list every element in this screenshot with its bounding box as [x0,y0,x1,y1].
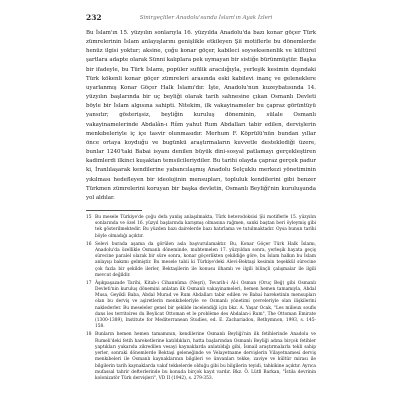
footnote-number: 17 [86,280,92,286]
footnote-number: 15 [86,214,92,220]
page-content [86,29,316,384]
footnote-text: Bunların hemen hemen tamamının, kendilerine Osmanlı Beyliği'nin ilk fetihlerinde Anadolu ve Rumeli'deki fetih hareketlerine katıldıkları, hatta başlarından Osmanlı Beyliği adına birçok fetihler yaptıkları yukarıda zikredilen vesayi kaynaklarda anlatıldığı gibi, İsmail araştırmalarla tekli sahip yerler, sonraki dönemlerde Bektaşi geleneğinde ve Velayetname dervişlerin Vilayetnamesi derviş menkıbeleri ile Osmanlı kaynaklarının bilgileri ve ünvanları tekke, zaviye ve kültür mirası ile bilgilerin tarih kaynaklarda vakıf tekkelerde olduğu gibi bu bilgilerin teyidi, tahkikine açıktır. Ayrıca mufassal tahrir defterlerinde bu konuda birçok kayıt vardır. Bkz. Ö. Lütfi Barkan, "İstila devrinin kolonizatör Türk dervişleri", VD II (1942), s. 279-353. [95,332,316,381]
footnote-text: Bu mesele Türkiye'de çoğu defa yanlış anlaşılmakta, Türk heterodoksisi Şii motiflerle 15. yüzyılın sonlarında ve özel 16. yüzyıl başlarında karışmış olmasına rağmen, sanki baştan beri öyleymiş gibi tek gösterilmektedir. Bu yüzden bazı dairelerde bazı hatırlama ve tutulmaktadır. Oysa bunun tarihi böyle olmadığı açıktır. [95,214,316,239]
footnote [86,332,316,382]
footnote-number: 18 [86,332,92,338]
footnote-number: 16 [86,241,92,247]
footnote [86,215,316,240]
body-paragraph-text: Bu İslam'ın 15. yüzyılın sonlarıyla 16. yüzyılda Anadolu'da bazı konar göçer Türk zümrelerinin İslam anlayışlarını genişlikle etkileyen Şii motiflerle bu dönemlerde henüz ilgisi yoktur; aksine, çoğu konar göçer, kabileci soyseksenenlik ve kültürel şartlara adapte olarak Sünni kalıplara pek uymayan bir sistiğe bürünmüştür. Başka bir ifadeyle, bu Türk İslamı, popüler sufilik aracılığıyla, yerleşik kesimin dışındaki Türk kökenli konar göçer zümreleri arasında eski kabilevi inanç ve geleneklere uyarlanmış Konar Göçer Halk İslamı'dır. İşte, Anadolu'nun kuzeybatısında 14. yüzyılın başlarında bir uç beyliği olarak tarih sahnesine çıkan Osmanlı Devleti böyle bir İslam algısına sahipti. Nitekim, ilk vakayinameler bu çapraz görüntüyü yansıtır; gösterişsiz, beyliğin kuruluş döneminin, sülale Osmanlı vakayinamelerinde Abdalân-ı Rûm yahut Rum Abdalları tabir edilen, dervişlerin menkıbeleriyle iç içe tasvir olunmasıdır. Merhum F. Köprülü'nün bundan yıllar önce ortaya koyduğu ve bugünkü araştırmaların kuvvetle desteklediği üzere, bunlar 1240'taki Babai isyanı denilen büyük dini-sosyal patlamayı gerçekleştiren kadimlerdi ilkinci kuşaktan temsilcileriydiler. Bu tarihi olayda çapraz gerçek padur ki, İranlılaşarak kendilerine yabancılaşmış Anadolu Selçuklu merkezi yönetiminin yıkılması hedefleyen bir ideolojinin mensupları, topluluk kendilerini gibi benzer Türkmen zümrelerini koruyan bir başka devletin, Osmanlı Beyliği'nin kuruluşunda yol aldılar. [86,30,317,201]
page-number: 232 [86,13,102,22]
body-paragraph [86,29,316,203]
footnote [86,281,316,331]
footnote-text: Selevi burada aşama da görülen asla başvurulamaktır. Bu, Konar Göçer Türk Halk İslamı, Anadolu'da özellikle Osmanlı döneminde, muhtemelen 17. yüzyıldan sonra, yerleşik hayata geçiş sürecine paralel olarak bir süre sonra, konar göçerlikten çekildiğe göre, bu İslam halkın bu İslam anlayışı bakımı gelmiştir. Bu mesele tabii ki Türkiye'deki Alevi-Bektaşi kesimin teşekkül sürecine çok fazla bir şekilde ilerler, Bektaşilerin ile konusu ilhamlı ve ilgili bilinçli çalışmalar ile ilgili mevcut değildir. [95,241,316,278]
footnotes [86,215,316,382]
footnote [86,242,316,280]
chapter-title: Sinirgeçliler Anadolu'sunda İslam'ın Ayak İzleri [139,15,273,21]
footnote-separator [86,210,142,211]
running-head [86,12,326,24]
footnote-text: Âşıkpaşazade Tarihi, Kitab-ı Cihannüma (Neşri), Tevarih-i Al-i Osman (Oruç Beğ) gibi Osmanlı Devleti'nin kuruluş dönemini anlatan ilk Osmanlı vakayinameleri, hemen hemen tamamıyla, Abdal Musa, Geyikli Baba, Abdal Murad ve Rum Abdalları tabir edilen ve Babai hareketinin mensupları olan bu derviş ve aşiretlerin menkıbeleriyle ve Osmanlı yönetimi çevreleriyle olan ilişkilerini naklederler. Bu meseleler genel bir şekilde incelendiği için bkz. A. Yaşar Ocak, "Les milieux soufis dans les territoires du Beylicat Ottoman et le problème des Abdalan-i Rum", The Ottoman Emirate (1300-1389), Institute for Mediterranean Studies, ed. E. Zachariadou, Rethymnon, 1993, s. 145-158. [95,280,316,330]
